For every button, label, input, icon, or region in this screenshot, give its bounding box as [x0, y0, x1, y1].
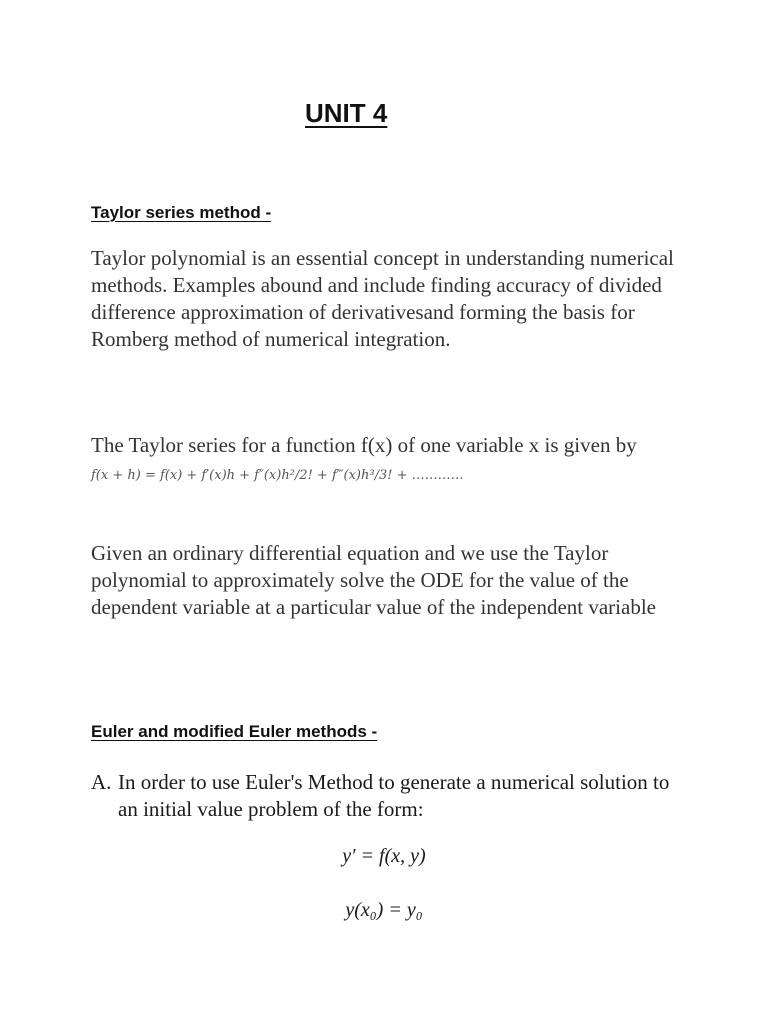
- initial-condition-equation: y(x₀) = y₀: [345, 899, 423, 921]
- taylor-series-formula: f(x + h) = f(x) + f′(x)h + f″(x)h²/2! + f‴(x)h³/3! + …………: [91, 468, 464, 483]
- taylor-section-heading: Taylor series method -: [91, 203, 272, 222]
- euler-list-item: [91, 769, 691, 823]
- ode-equation: y′ = f(x, y): [342, 845, 426, 867]
- page-title: UNIT 4: [305, 98, 388, 128]
- euler-section-heading: Euler and modified Euler methods -: [91, 722, 378, 741]
- taylor-ode-paragraph: Given an ordinary differential equation and we use the Taylor polynomial to approximately solve the ODE for the value of the dependent variable at a particular value of the independent variable: [91, 541, 656, 619]
- list-marker: A.: [91, 770, 112, 794]
- taylor-intro-paragraph: Taylor polynomial is an essential concept in understanding numerical methods. Examples abound and include finding accuracy of divided difference approximation of derivativesand forming the basis for Romberg method of numerical integration.: [91, 246, 674, 351]
- list-item-text: In order to use Euler's Method to generate a numerical solution to an initial value problem of the form:: [118, 770, 670, 821]
- taylor-series-intro: The Taylor series for a function f(x) of one variable x is given by: [91, 433, 637, 457]
